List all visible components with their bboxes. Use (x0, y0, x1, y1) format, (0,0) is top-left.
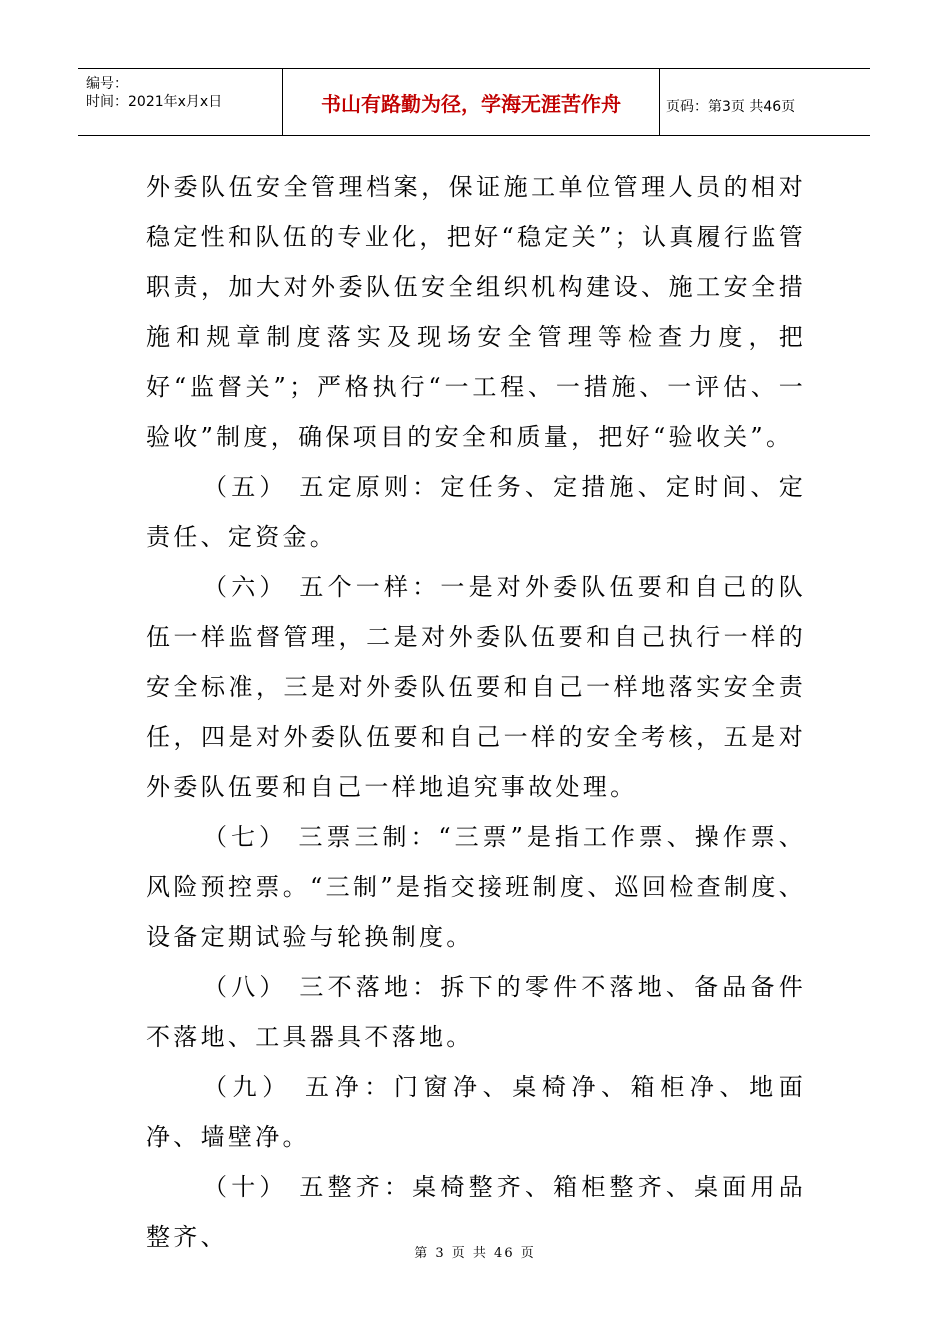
paragraph-item-5: （五） 五定原则：定任务、定措施、定时间、定责任、定资金。 (146, 473, 806, 551)
document-body (146, 162, 806, 1262)
header-motto: 书山有路勤为径，学海无涯苦作舟 (321, 92, 621, 116)
page-header (78, 68, 870, 136)
paragraph-item-10: （十） 五整齐：桌椅整齐、箱柜整齐、桌面用品整齐、 (146, 1173, 806, 1251)
page-footer: 第 3 页 共 46 页 (414, 1246, 536, 1261)
header-page-code: 页码：第3页 共46页 (666, 99, 796, 115)
document-time-label: 时间：2021年x月x日 (86, 94, 223, 110)
document-number-label: 编号： (86, 76, 128, 92)
paragraph-continued: 外委队伍安全管理档案，保证施工单位管理人员的相对稳定性和队伍的专业化，把好“稳定关”；认真履行监管职责，加大对外委队伍安全组织机构建设、施工安全措施和规章制度落实及现场安全管理等检查力度，把好“监督关”；严格执行“一工程、一措施、一评估、一验收”制度，确保项目的安全和质量，把好“验收关”。 (146, 173, 806, 451)
paragraph-item-6: （六） 五个一样：一是对外委队伍要和自己的队伍一样监督管理，二是对外委队伍要和自己执行一样的安全标准，三是对外委队伍要和自己一样地落实安全责任，四是对外委队伍要和自己一样的安全考核，五是对外委队伍要和自己一样地追究事故处理。 (146, 573, 806, 801)
header-motto-cell (283, 69, 660, 136)
paragraph-item-7: （七） 三票三制：“三票”是指工作票、操作票、风险预控票。“三制”是指交接班制度、巡回检查制度、设备定期试验与轮换制度。 (146, 823, 806, 951)
paragraph-item-8: （八） 三不落地：拆下的零件不落地、备品备件不落地、工具器具不落地。 (146, 973, 806, 1051)
header-page-cell (660, 69, 870, 136)
paragraph-item-9: （九） 五净：门窗净、桌椅净、箱柜净、地面净、墙壁净。 (146, 1073, 806, 1151)
header-info-cell (78, 69, 283, 136)
